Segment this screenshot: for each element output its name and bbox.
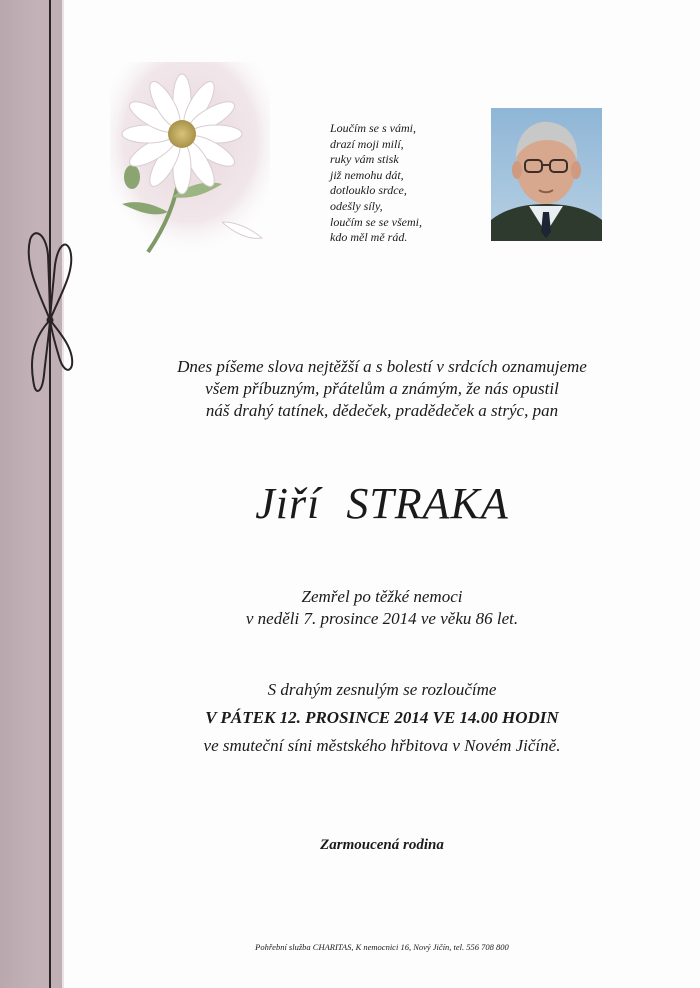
farewell-date-time: V PÁTEK 12. PROSINCE 2014 VE 14.00 HODIN — [205, 708, 559, 727]
death-line: v neděli 7. prosince 2014 ve věku 86 let. — [245, 609, 519, 628]
family-signature: Zarmoucená rodina — [320, 837, 444, 853]
deceased-portrait-photo — [491, 108, 602, 241]
announcement-intro — [64, 356, 700, 422]
deceased-name: Jiří STRAKA — [255, 479, 509, 528]
death-line: Zemřel po těžké nemoci — [301, 587, 463, 606]
farewell-poem — [330, 121, 480, 246]
death-details — [64, 586, 700, 630]
intro-line: Dnes píšeme slova nejtěžší a s bolestí v srdcích oznamujeme — [177, 357, 587, 376]
poem-line: již nemohu dát, — [330, 167, 404, 182]
decorative-side-band — [0, 0, 62, 988]
poem-line: kdo měl mě rád. — [330, 230, 408, 245]
daisy-flower-image — [110, 62, 270, 257]
funeral-service-footer: Pohřební služba CHARITAS, K nemocnici 16, Nový Jičín, tel. 556 708 800 — [255, 942, 509, 952]
poem-line: dotlouklo srdce, — [330, 183, 407, 198]
mourning-ribbon — [49, 0, 51, 988]
intro-line: náš drahý tatínek, dědeček, pradědeček a strýc, pan — [205, 401, 559, 420]
poem-line: Loučím se s vámi, — [330, 121, 416, 135]
farewell-intro: S drahým zesnulým se rozloučíme — [267, 680, 497, 699]
farewell-place: ve smuteční síni městského hřbitova v Novém Jičíně. — [203, 736, 561, 755]
intro-line: všem příbuzným, přátelům a známým, že nás opustil — [205, 379, 559, 398]
poem-line: loučím se se všemi, — [330, 214, 422, 229]
poem-line: ruky vám stisk — [330, 152, 399, 167]
poem-line: odešly síly, — [330, 198, 383, 213]
poem-line: drazí moji milí, — [330, 136, 404, 151]
